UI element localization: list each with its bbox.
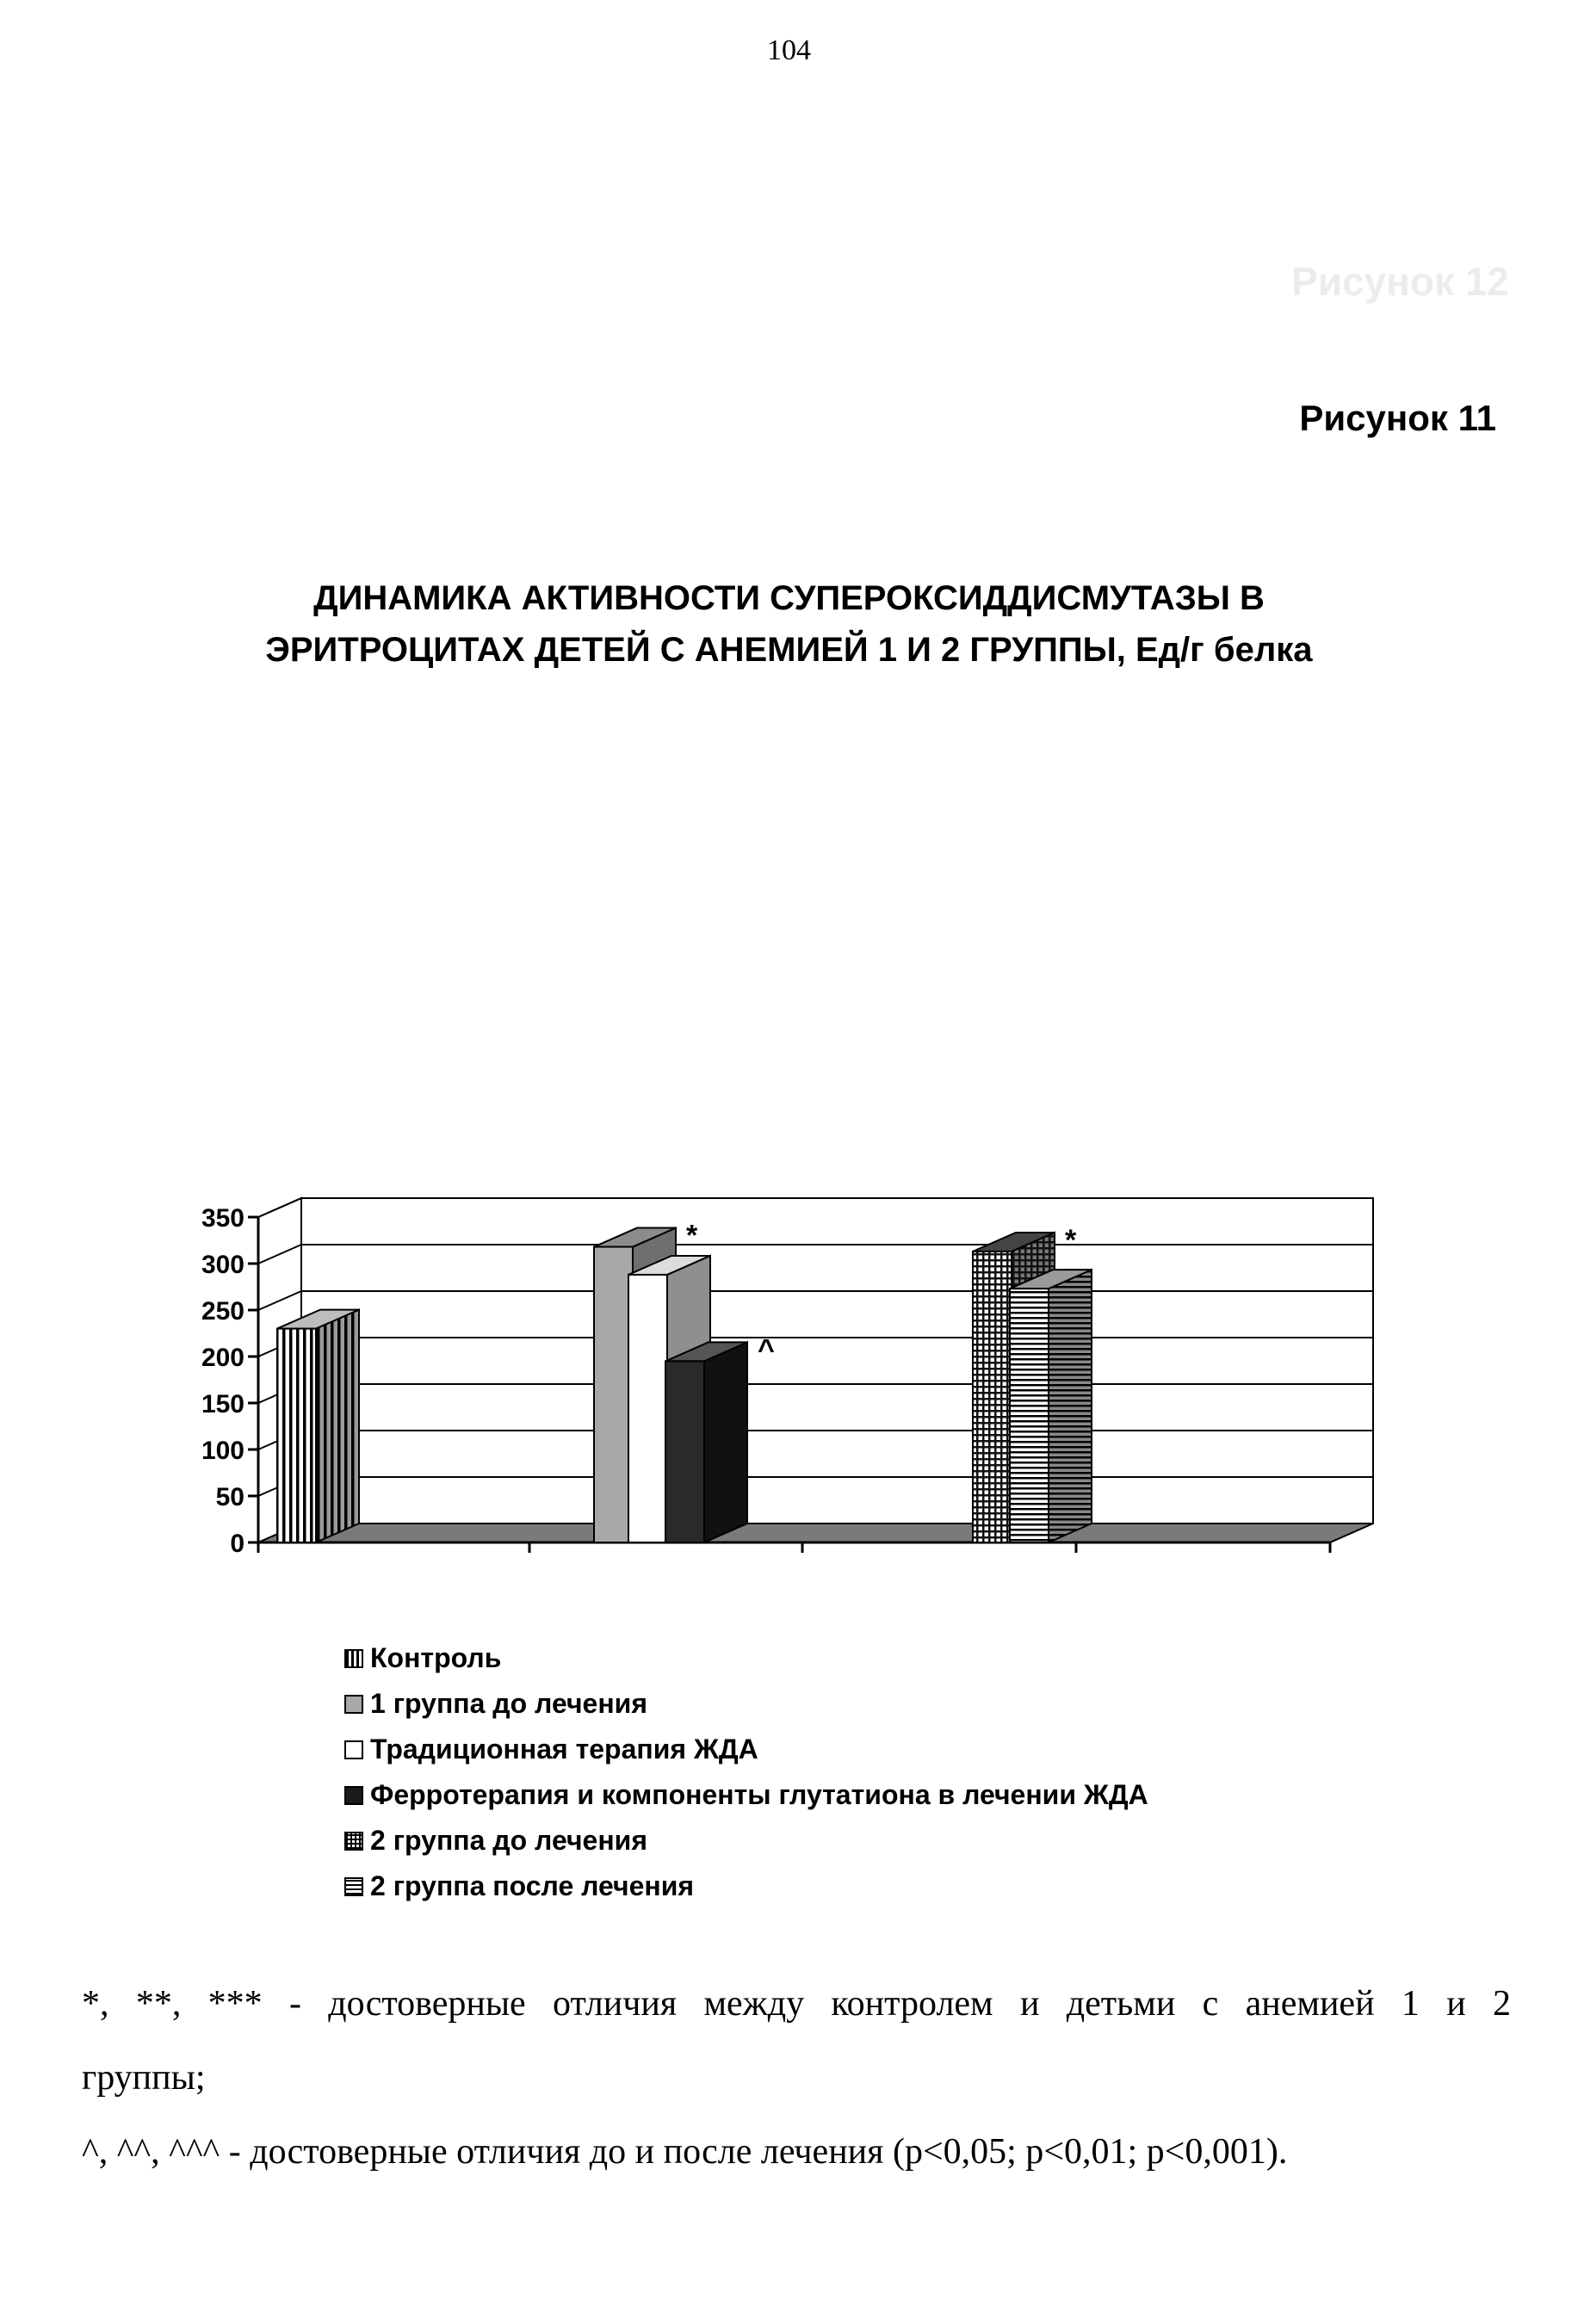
figure-label: Рисунок 11 (1299, 398, 1496, 438)
legend-label: 2 группа до лечения (370, 1825, 647, 1856)
bar-dark (665, 1361, 704, 1542)
footnote-significance-control: *, **, *** - достоверные отличия между контролем и детьми с анемией 1 и 2 (82, 1984, 1511, 2024)
bar-annotation: * (1065, 1223, 1077, 1257)
bar-light-gray (594, 1247, 633, 1542)
legend-label: 1 группа до лечения (370, 1688, 647, 1719)
chart-title-line-1: ДИНАМИКА АКТИВНОСТИ СУПЕРОКСИДДИСМУТАЗЫ В (313, 579, 1265, 617)
legend-swatch-white (344, 1740, 363, 1759)
y-tick-label: 300 (201, 1251, 244, 1279)
chart-legend (344, 1635, 1148, 1909)
chart-floor (258, 1524, 1373, 1542)
y-tick-label: 50 (215, 1483, 244, 1511)
bar-annotation: ^ (758, 1333, 775, 1367)
chart-title-line-2: ЭРИТРОЦИТАХ ДЕТЕЙ С АНЕМИЕЙ 1 И 2 ГРУППЫ, Ед/г белка (265, 631, 1313, 669)
bar-vertical-lines (277, 1329, 316, 1542)
chart-back-wall (301, 1198, 1373, 1524)
legend-swatch-light-gray (344, 1695, 363, 1714)
legend-label: Традиционная терапия ЖДА (370, 1734, 758, 1765)
chart-title (86, 572, 1492, 676)
legend-swatch-vertical-lines (344, 1649, 363, 1668)
footnote-significance-treatment: ^, ^^, ^^^ - достоверные отличия до и после лечения (р<0,05; р<0,01; р<0,001). (82, 2132, 1288, 2172)
legend-item-group1-before (344, 1681, 1148, 1727)
legend-swatch-dark (344, 1786, 363, 1805)
footnote-significance-control-cont: группы; (82, 2058, 206, 2098)
legend-label: Ферротерапия и компоненты глутатиона в лечении ЖДА (370, 1779, 1148, 1810)
page-number: 104 (767, 34, 811, 66)
bar-dark-side (704, 1342, 747, 1542)
bleed-through-figure-label: Рисунок 12 (1291, 259, 1509, 304)
bar-horizontal-lines (1010, 1289, 1049, 1542)
y-tick-label: 150 (201, 1390, 244, 1419)
bar-white (628, 1275, 667, 1542)
legend-item-ferrotherapy-glutathione (344, 1772, 1148, 1818)
legend-swatch-grid (344, 1832, 363, 1851)
bar-annotation: * (686, 1219, 698, 1252)
bar-grid (973, 1252, 1012, 1542)
bar-chart (0, 852, 1578, 1610)
legend-label: 2 группа после лечения (370, 1870, 695, 1901)
legend-item-group2-after (344, 1864, 1148, 1909)
legend-item-traditional-therapy (344, 1727, 1148, 1772)
legend-item-group2-before (344, 1818, 1148, 1864)
y-tick-label: 100 (201, 1437, 244, 1465)
y-tick-label: 350 (201, 1204, 244, 1233)
y-tick-label: 200 (201, 1344, 244, 1372)
footnotes (82, 1967, 1511, 2189)
legend-item-control (344, 1635, 1148, 1681)
legend-swatch-horizontal-lines (344, 1877, 363, 1896)
y-tick-label: 0 (230, 1530, 244, 1558)
y-tick-label: 250 (201, 1297, 244, 1326)
bar-horizontal-lines-side (1049, 1270, 1092, 1542)
legend-label: Контроль (370, 1642, 502, 1673)
bar-vertical-lines-side (316, 1310, 359, 1542)
